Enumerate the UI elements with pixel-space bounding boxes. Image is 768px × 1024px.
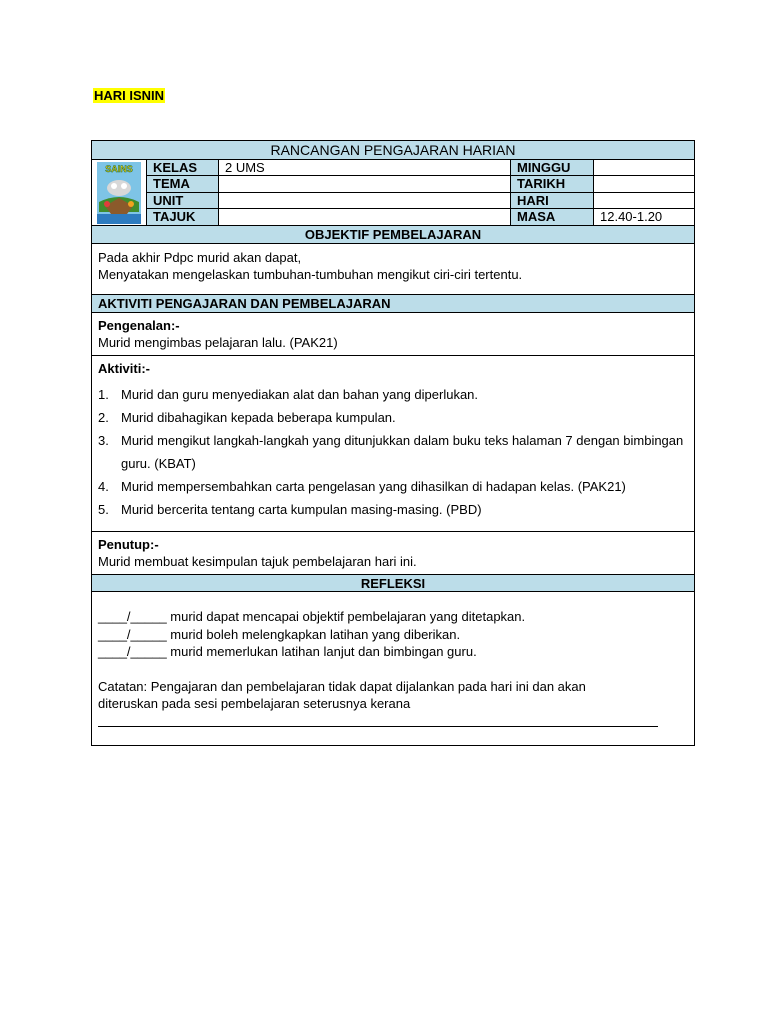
label-tarikh: TARIKH (511, 176, 594, 192)
plan-title: RANCANGAN PENGAJARAN HARIAN (92, 141, 694, 160)
pengenalan-section (92, 313, 694, 356)
objektif-section (92, 244, 694, 295)
list-item (98, 406, 688, 429)
value-unit (219, 193, 511, 209)
aktiviti-title: Aktiviti:- (98, 361, 150, 376)
step-text: Murid bercerita tentang carta kumpulan masing-masing. (PBD) (121, 502, 482, 517)
sains-book-icon (97, 162, 141, 224)
list-item (98, 475, 688, 498)
step-text: Murid mempersembahkan carta pengelasan yang dihasilkan di hadapan kelas. (PAK21) (121, 479, 626, 494)
value-hari (594, 193, 694, 209)
value-minggu (594, 160, 694, 176)
step-text: Murid dibahagikan kepada beberapa kumpulan. (121, 410, 396, 425)
aktiviti-heading: AKTIVITI PENGAJARAN DAN PEMBELAJARAN (92, 295, 694, 313)
pengenalan-title: Pengenalan:- (98, 318, 180, 333)
list-item (98, 383, 688, 406)
step-number: 3. (98, 433, 109, 448)
value-tajuk (219, 209, 511, 225)
step-number: 5. (98, 502, 109, 517)
penutup-text: Murid membuat kesimpulan tajuk pembelajaran hari ini. (98, 554, 417, 569)
label-hari: HARI (511, 193, 594, 209)
aktiviti-steps (98, 383, 688, 521)
logo-text: SAINS (105, 163, 133, 174)
label-tema: TEMA (147, 176, 219, 192)
refleksi-heading: REFLEKSI (92, 574, 694, 592)
value-tarikh (594, 176, 694, 192)
refleksi-section (92, 592, 694, 745)
pengenalan-text: Murid mengimbas pelajaran lalu. (PAK21) (98, 335, 338, 350)
objektif-line1: Pada akhir Pdpc murid akan dapat, (98, 250, 302, 265)
sains-logo (92, 160, 147, 225)
day-heading: HARI ISNIN (94, 88, 165, 103)
value-tema (219, 176, 511, 192)
objektif-line2: Menyatakan mengelaskan tumbuhan-tumbuhan mengikut ciri-ciri tertentu. (98, 267, 523, 282)
step-number: 4. (98, 479, 109, 494)
refleksi-line2: ____/_____ murid boleh melengkapkan latihan yang diberikan. (98, 626, 461, 642)
label-tajuk: TAJUK (147, 209, 219, 225)
catatan-write-line[interactable] (98, 713, 658, 727)
label-kelas: KELAS (147, 160, 219, 176)
catatan-line1: Catatan: Pengajaran dan pembelajaran tidak dapat dijalankan pada hari ini dan akan (98, 678, 586, 694)
info-grid (147, 160, 694, 225)
step-text: Murid mengikut langkah-langkah yang ditunjukkan dalam buku teks halaman 7 dengan bimbingan guru. (KBAT) (121, 433, 684, 471)
list-item (98, 429, 688, 475)
lesson-plan-table (91, 140, 695, 746)
step-text: Murid dan guru menyediakan alat dan bahan yang diperlukan. (121, 387, 479, 402)
aktiviti-section (92, 356, 694, 532)
objektif-heading: OBJEKTIF PEMBELAJARAN (92, 226, 694, 244)
step-number: 2. (98, 410, 109, 425)
label-masa: MASA (511, 209, 594, 225)
penutup-title: Penutup:- (98, 537, 159, 552)
value-kelas: 2 UMS (219, 160, 511, 176)
refleksi-line1: ____/_____ murid dapat mencapai objektif pembelajaran yang ditetapkan. (98, 609, 526, 624)
catatan-line2: diteruskan pada sesi pembelajaran seterusnya kerana (98, 696, 411, 711)
label-minggu: MINGGU (511, 160, 594, 176)
value-masa: 12.40-1.20 (600, 208, 663, 224)
refleksi-line3: ____/_____ murid memerlukan latihan lanjut dan bimbingan guru. (98, 644, 477, 659)
info-block (92, 160, 694, 226)
label-unit: UNIT (147, 193, 219, 209)
step-number: 1. (98, 387, 109, 402)
list-item (98, 498, 688, 521)
penutup-section (92, 532, 694, 575)
